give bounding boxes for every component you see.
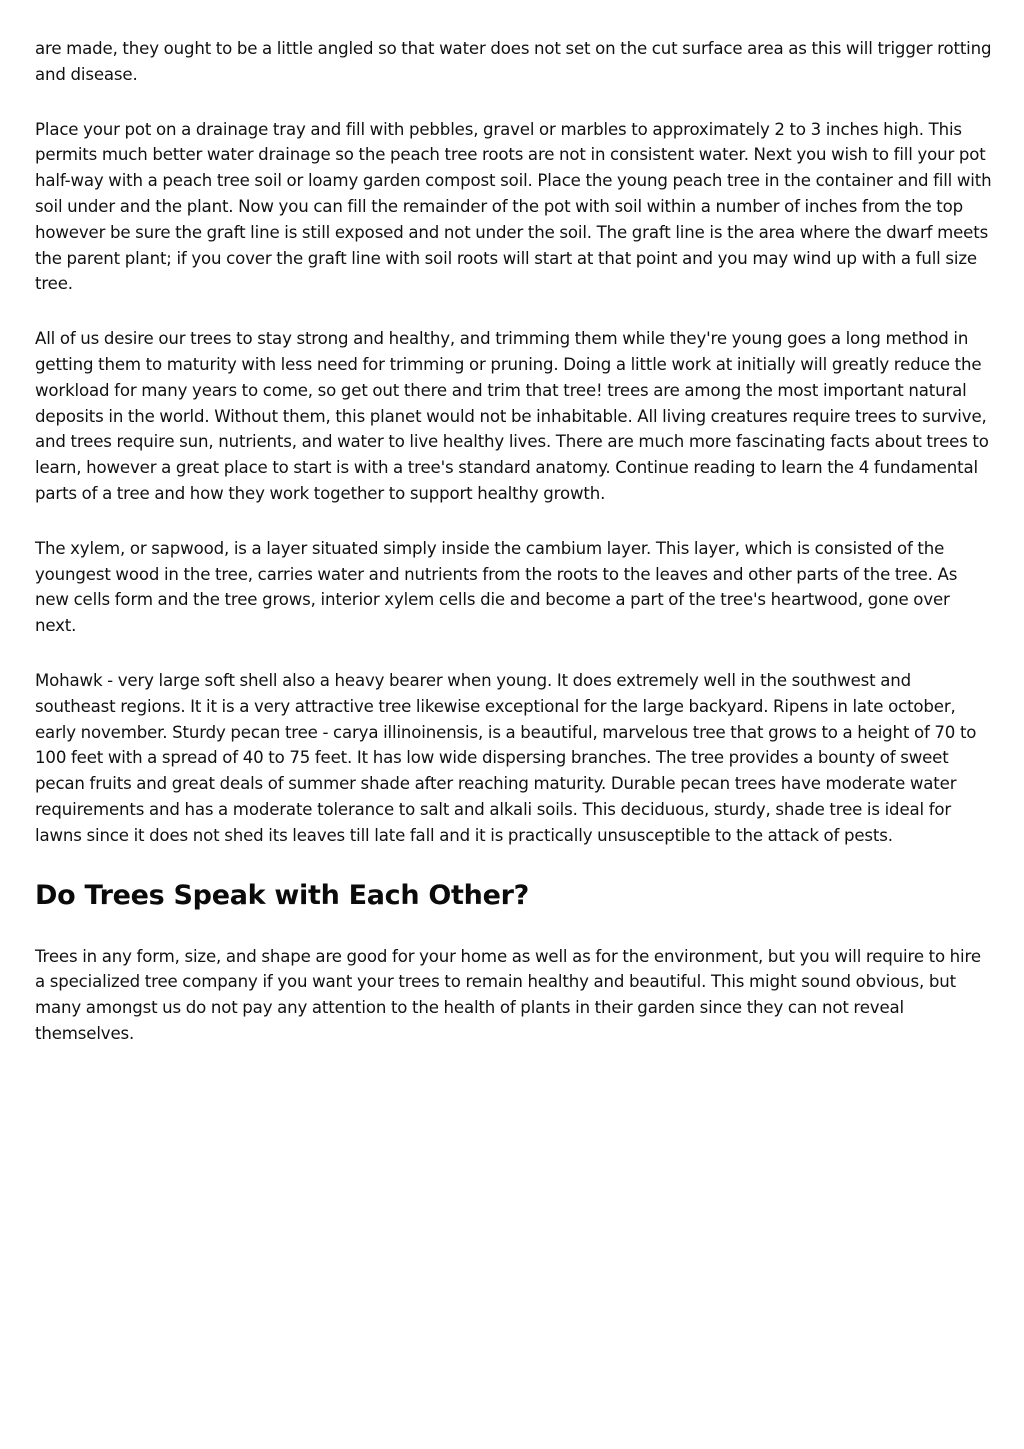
paragraph-tree-company: Trees in any form, size, and shape are good for your home as well as for the environment, but you will require to hire a specialized tree company if you want your trees to remain healthy and beautiful. This might sound obvious, but many amongst us do not pay any attention to the health of plants in their garden since they can not reveal themselves. (35, 946, 981, 1043)
section-heading: Do Trees Speak with Each Other? (35, 879, 529, 911)
paragraph-potting-peach-tree: Place your pot on a drainage tray and fill with pebbles, gravel or marbles to approximately 2 to 3 inches high. This permits much better water drainage so the peach tree roots are not in consistent water. Next you wish to fill your pot half-way with a peach tree soil or loamy garden compost soil. Place the young peach tree in the container and fill with soil under and the plant. Now you can fill the remainder of the pot with soil within a number of inches from the top however be sure the graft line is still exposed and not under the soil. The graft line is the area where the dwarf meets the parent plant; if you cover the graft line with soil roots will start at that point and you may wind up with a full size tree. (35, 119, 992, 294)
paragraph-pruning-cuts: are made, they ought to be a little angled so that water does not set on the cut surface area as this will trigger rotting and disease. (35, 39, 992, 84)
paragraph-pecan-trees: Mohawk - very large soft shell also a heavy bearer when young. It does extremely well in the southwest and southeast regions. It it is a very attractive tree likewise exceptional for the large backyard. Ripens in late october, early november. Sturdy pecan tree - carya illinoinensis, is a beautiful, marvelous tree that grows to a height of 70 to 100 feet with a spread of 40 to 75 feet. It has low wide dispersing branches. The tree provides a bounty of sweet pecan fruits and great deals of summer shade after reaching maturity. Durable pecan trees have moderate water requirements and has a moderate tolerance to salt and alkali soils. This deciduous, sturdy, shade tree is ideal for lawns since it does not shed its leaves till late fall and it is practically unsusceptible to the attack of pests. (35, 670, 977, 845)
paragraph-trimming-young-trees: All of us desire our trees to stay strong and healthy, and trimming them while they're young goes a long method in getting them to maturity with less need for trimming or pruning. Doing a little work at initially will greatly reduce the workload for many years to come, so get out there and trim that tree! trees are among the most important natural deposits in the world. Without them, this planet would not be inhabitable. All living creatures require trees to survive, and trees require sun, nutrients, and water to live healthy lives. There are much more fascinating facts about trees to learn, however a great place to start is with a tree's standard anatomy. Continue reading to learn the 4 fundamental parts of a tree and how they work together to support healthy growth. (35, 329, 989, 503)
paragraph-xylem: The xylem, or sapwood, is a layer situated simply inside the cambium layer. This layer, which is consisted of the youngest wood in the tree, carries water and nutrients from the roots to the leaves and other parts of the tree. As new cells form and the tree grows, interior xylem cells die and become a part of the tree's heartwood, gone over next. (35, 538, 958, 636)
